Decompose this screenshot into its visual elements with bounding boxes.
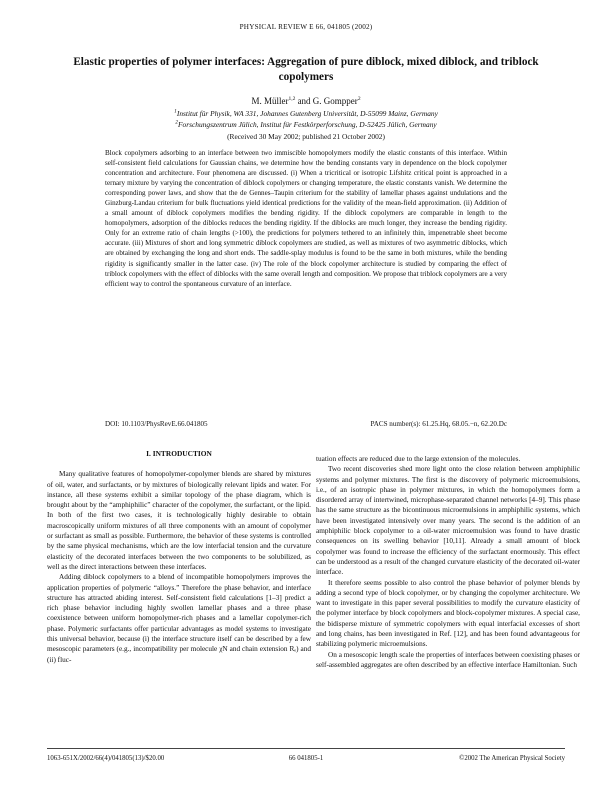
affiliation-2 — [0, 120, 612, 129]
paper-title: Elastic properties of polymer interfaces: Aggregation of pure diblock, mixed diblock, and triblock copolymers — [73, 56, 539, 83]
author-1-superscript: 1,2 — [288, 96, 296, 102]
affiliation-1 — [0, 109, 612, 118]
author-line — [0, 96, 612, 106]
section-heading: I. INTRODUCTION — [146, 449, 212, 458]
received-dates: (Received 30 May 2002; published 21 October 2002) — [227, 132, 385, 141]
body-paragraph: Adding diblock copolymers to a blend of incompatible homopolymers improves the application properties of polymeric “alloys.” Therefore the phase behavior, and interface structure has attracted abiding interest. Self-consistent field calculations [1–3] predict a rich phase behavior including highly swollen lamellar phases and a three phase coexistence between uniform homopolymer-rich phases and a lamellar copolymer-rich phase. Polymeric surfactants offer particular advantages as model systems to investigate this universal behavior, because (i) the interface structure itself can be described by a few mesoscopic parameters (e.g., incompatibility per molecule χN and chain extension Rₑ) and (ii) fluc- — [47, 573, 311, 664]
page-number: 66 041805-1 — [288, 755, 324, 762]
affiliation-1-number: 1 — [174, 108, 177, 115]
author-connector: and G. Gompper — [295, 96, 358, 106]
footer-divider — [47, 748, 565, 749]
running-header: PHYSICAL REVIEW E 66, 041805 (2002) — [239, 23, 373, 31]
left-column — [47, 449, 311, 665]
body-paragraph: tuation effects are reduced due to the large extension of the molecules. — [316, 455, 521, 463]
pacs-numbers: PACS number(s): 61.25.Hq, 68.05.−n, 62.20.Dc — [370, 420, 507, 428]
affiliation-2-number: 2 — [175, 119, 179, 126]
body-paragraph: Many qualitative features of homopolymer-copolymer blends are shared by mixtures of oil, water, and surfactants, or by mixtures of biologically relevant lipids and water. For instance, all these systems exhibit a similar topology of the phase diagram, which is brought about by the “amphiphilic” character of the copolymer, the surfactant, or the lipid. In both of the first two cases, it is technologically highly desirable to obtain macroscopically uniform mixtures of all three components with an amount of copolymer or surfactant as small as possible. Furthermore, the behavior of these systems is controlled by the same physical mechanisms, which are the low interfacial tension and the curvature elasticity of the decorated interfaces between the two components to be solubilized, as well as the direct interactions between these interfaces. — [47, 470, 311, 571]
author-2-superscript: 2 — [357, 96, 361, 102]
copyright: ©2002 The American Physical Society — [459, 755, 565, 762]
author-name-1: M. Müller — [251, 96, 289, 106]
abstract: Block copolymers adsorbing to an interface between two immiscible homopolymers modify the elastic constants of this interface. Within self-consistent field calculations for Gaussian chains, we determine how the bending constants vary in dependence on the block copolymer concentration and architecture. Four phenomena are discussed. (i) When a tricritical or isotropic Lifshitz critical point is approached in a ternary mixture by varying the concentration of diblock copolymers or changing temperature, the elastic constants vanish. We determine the corresponding power laws, and show that the de Gennes–Taupin criterium for the stability of lamellar phases against undulations and the Ginzburg-Landau criterium for bulk fluctuations yield identical predictions for the validity of the mean-field approximation. (ii) Addition of a small amount of diblock copolymers modifies the bending rigidity. If the diblock copolymers are comparable in length to the homopolymers, adsorption of the diblocks reduces the bending rigidity. If the diblocks are much longer, they increase the bending rigidity. Only for an extreme ratio of chain lengths (>100), the predictions for polymers tethered to an infinitely thin, impenetrable sheet become accurate. (iii) Mixtures of short and long symmetric diblock copolymers are studied, as well as mixtures of two asymmetric diblocks, which are obtained by exchanging the long and short ends. The saddle-splay modulus is found to be the same in both mixtures, while the bending rigidity is significantly smaller in the latter case. (iv) The role of the block copolymer architecture is studied by comparing the effect of triblock copolymers with the effect of diblocks with the same overall length and composition. We propose that triblock copolymers are a very efficient way to control the spontaneous curvature of an interface. — [105, 149, 507, 288]
body-paragraph: It therefore seems possible to also control the phase behavior of polymer blends by adding a second type of block copolymer, or by changing the copolymer architecture. We want to investigate in this paper several possibilities to modify the curvature elasticity of the polymer interface by block copolymers and block-copolymer mixtures. A special case, the bidisperse mixture of symmetric copolymers with equal interfacial excesses of short and long chains, has been investigated in Ref. [12], and has been found advantageous for stabilizing polymeric microemulsions. — [316, 578, 580, 649]
body-paragraph: On a mesoscopic length scale the properties of interfaces between coexisting phases or self-assembled aggregates are often described by an effective interface Hamiltonian. Such — [316, 650, 580, 669]
affiliation-2-text: Forschungszentrum Jülich, Institut für Festkörperforschung, D-52425 Jülich, Germany — [178, 120, 437, 129]
right-column — [316, 454, 580, 670]
body-paragraph: Two recent discoveries shed more light onto the close relation between amphiphilic systems and polymer mixtures. The first is the discovery of polymeric microemulsions, i.e., of an isotropic phase in polymer mixtures, in which the homopolymers form a disordered array of intertwined, microphase-separated channel networks [4–9]. This phase has the same structure as the bicontinuous microemulsions in amphiphilic systems, which have been investigated intensively over many years. The second is the addition of an amphiphilic block copolymer to a oil-water microemulsion was found to have drastic consequences on its swelling behavior [10,11]. Already a small amount of block copolymer was found to increase the efficiency of the surfactant enormously. This effect can be understood as a result of the changed curvature elasticity of the decorated oil-water interface. — [316, 465, 580, 577]
doi: DOI: 10.1103/PhysRevE.66.041805 — [105, 420, 208, 428]
footer-code: 1063-651X/2002/66(4)/041805(13)/$20.00 — [47, 755, 165, 762]
affiliation-1-text: Institut für Physik, WA 331, Johannes Gutenberg Universität, D-55099 Mainz, Germany — [176, 109, 438, 118]
